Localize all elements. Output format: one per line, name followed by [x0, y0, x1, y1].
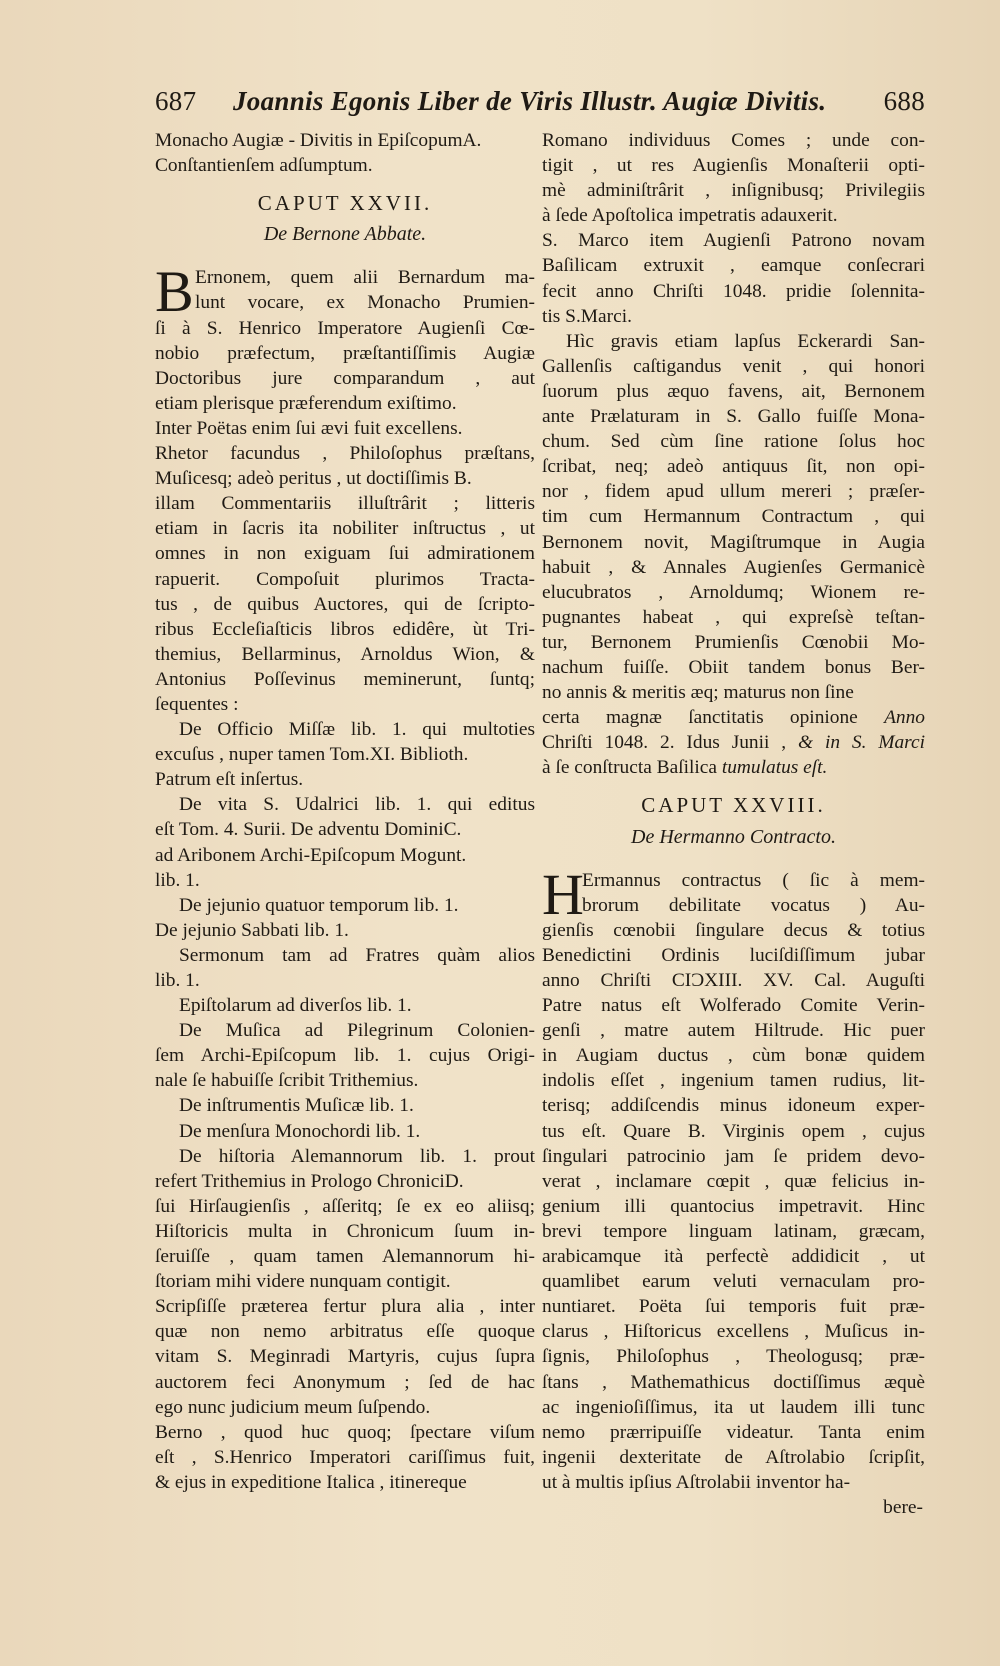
text-line: etiam in ſacris ita nobiliter inſtructus , ut	[155, 518, 535, 540]
text-line: à ſede Apoſtolica impetratis adauxerit.	[542, 205, 838, 227]
text-line: Benedictini Ordinis luciſdiſſimum jubar	[542, 944, 925, 966]
drop-cap-h: H	[542, 861, 584, 927]
text-line: De vita S. Udalrici lib. 1. qui editus	[179, 794, 535, 816]
text-line: Gallenſis caſtigandus venit , qui honori	[542, 355, 925, 377]
text-line: Romano individuus Comes ; unde con-	[542, 130, 925, 151]
text-line: ſi à S. Henrico Imperatore Augienſi Cœ-	[155, 317, 535, 339]
text-line: auctorem feci Anonymum ; ſed de hac	[155, 1371, 535, 1393]
text-span: à ſe conſtructa Baſilica	[542, 757, 722, 779]
text-line: lunt vocare, ex Monacho Prumien-	[195, 292, 535, 314]
text-line: tis S.Marci.	[542, 305, 632, 327]
text-line: illam Commentariis illuſtrârit ; litteris	[155, 493, 535, 515]
text-line: fecit anno Chriſti 1048. pridie ſolennita-	[542, 280, 925, 302]
text-line: lib. 1.	[155, 869, 200, 891]
text-line: ſem Archi-Epiſcopum lib. 1. cujus Origi-	[155, 1045, 535, 1067]
text-line: tigit , ut res Augienſis Monaſterii opti-	[542, 155, 925, 177]
text-line: ſuorum plus æquo favens, ait, Bernonem	[542, 380, 925, 402]
paragraph-start	[542, 861, 925, 927]
italic-span: tumulatus eſt.	[721, 757, 828, 779]
text-span: certa magnæ ſanctitatis opinione	[542, 707, 885, 729]
chapter-subtitle-28: De Hermanno Contracto.	[631, 825, 836, 848]
text-line: eſt , S.Henrico Imperatori cariſſimus fuit,	[155, 1446, 535, 1468]
text-line: arabicamque ità perfectè addidicit , ut	[542, 1246, 925, 1268]
text-line: eſt Tom. 4. Surii. De adventu DominiC.	[155, 819, 462, 841]
catchword: bere-	[883, 1496, 923, 1518]
text-line: ante Prælaturam in S. Gallo fuiſſe Mona-	[542, 406, 925, 428]
text-line: Scripſiſſe præterea fertur plura alia , inter	[155, 1296, 535, 1318]
text-line: Patrum eſt inſertus.	[155, 769, 304, 791]
text-line: ribus Eccleſiaſticis libros edidêre, ùt Tri-	[155, 618, 535, 640]
text-line	[542, 705, 925, 730]
text-line: Rhetor facundus , Philoſophus præſtans,	[155, 443, 535, 465]
text-line: genium illi quantocius impetravit. Hinc	[542, 1195, 925, 1217]
text-line: De Muſica ad Pilegrinum Colonien-	[179, 1020, 535, 1042]
text-line: genſi , matre autem Hiltrude. Hic puer	[542, 1020, 925, 1042]
text-line: Bernonem novit, Magiſtrumque in Augia	[542, 531, 925, 553]
text-line: in Augiam ductus , cùm bonæ quidem	[542, 1045, 925, 1067]
text-line: Hiſtoricis multa in Chronicum ſuum in-	[155, 1220, 535, 1242]
text-line: vitam S. Meginradi Martyris, cujus ſupra	[155, 1346, 535, 1368]
text-line: Inter Poëtas enim ſui ævi fuit excellens.	[155, 417, 463, 439]
text-line: S. Marco item Augienſi Patrono novam	[542, 230, 925, 252]
text-line: elucubratos , Arnoldumq; Wionem re-	[542, 581, 925, 603]
text-line: refert Trithemius in Prologo ChroniciD.	[155, 1170, 464, 1192]
text-line: no annis & meritis æq; maturus non ſine	[542, 682, 854, 704]
text-line: De hiſtoria Alemannorum lib. 1. prout	[179, 1145, 535, 1167]
text-line: ac ingenioſiſſimus, ita ut laudem illi tunc	[542, 1396, 925, 1418]
text-line: quæ non nemo arbitratus eſſe quoque	[155, 1321, 535, 1343]
text-line: themius, Bellarminus, Arnoldus Wion, &	[155, 643, 535, 665]
text-line: quamlibet earum veluti vernaculam pro-	[542, 1271, 925, 1293]
text-line: nor , fidem apud ullum mereri ; præſer-	[542, 481, 925, 503]
text-line: De inſtrumentis Muſicæ lib. 1.	[179, 1095, 414, 1117]
text-line: rapuerit. Compoſuit plurimos Tracta-	[155, 568, 535, 590]
text-line: Conſtantienſem adſumptum.	[155, 155, 373, 177]
chapter-heading-28: CAPUT XXVIII.	[641, 793, 826, 818]
text-line: ſignis, Philoſophus , Theologusq; præ-	[542, 1346, 925, 1368]
text-line: tus eſt. Quare B. Virginis opem , cujus	[542, 1120, 925, 1142]
text-line: ſingulari patrocinio jam ſe pridem devo-	[542, 1145, 925, 1167]
paragraph-start	[155, 259, 535, 325]
text-line	[542, 730, 925, 755]
running-title: Joannis Egonis Liber de Viris Illustr. Augiæ Divitis.	[233, 86, 827, 116]
text-line: De jejunio quatuor temporum lib. 1.	[179, 894, 459, 916]
text-line: clarus , Hiſtoricus excellens , Muſicus in-	[542, 1321, 925, 1343]
text-line: brorum debilitate vocatus ) Au-	[582, 894, 925, 916]
text-line: Hìc gravis etiam lapſus Eckerardi San-	[566, 330, 925, 352]
text-line: nobio præfectum, præſtantiſſimis Augiæ	[155, 342, 535, 364]
text-line: gienſis cœnobii ſingulare decus & totius	[542, 919, 925, 941]
text-line: Patre natus eſt Wolferado Comite Verin-	[542, 995, 925, 1017]
text-line: pugnantes habeat , qui expreſsè teſtan-	[542, 606, 925, 628]
text-line: Muſicesq; adeò peritus , ut doctiſſimis B.	[155, 468, 472, 490]
text-line: nachum fuiſſe. Obiit tandem bonus Ber-	[542, 656, 925, 678]
text-line: ſtans , Mathemathicus doctiſſimus æquè	[542, 1371, 925, 1393]
text-line: De menſura Monochordi lib. 1.	[179, 1120, 421, 1142]
text-line: Ermannus contractus ( ſic à mem-	[582, 869, 925, 891]
chapter-subtitle-27: De Bernone Abbate.	[263, 223, 427, 246]
text-line: Berno , quod huc quoq; ſpectare viſum	[155, 1421, 535, 1443]
text-line: anno Chriſti CIƆXIII. XV. Cal. Auguſti	[542, 970, 925, 991]
text-line: tur, Bernonem Prumienſis Cœnobii Mo-	[542, 631, 925, 653]
text-line: habuit , & Annales Augienſes Germanicè	[542, 556, 925, 578]
right-column	[542, 128, 925, 1520]
text-line: & ejus in expeditione Italica , itinereque	[155, 1471, 467, 1493]
text-line: ut à multis ipſius Aſtrolabii inventor ha-	[542, 1471, 851, 1493]
text-line: ſeruiſſe , quam tamen Alemannorum hi-	[155, 1246, 535, 1268]
right-body-text	[542, 918, 925, 1495]
text-line: ego nunc judicium meum ſuſpendo.	[155, 1396, 431, 1418]
right-top-text	[542, 128, 925, 705]
text-line: Antonius Poſſevinus meminerunt, ſuntq;	[155, 668, 535, 690]
text-line: omnes in non exiguam ſui admirationem	[155, 543, 535, 565]
page-number-left: 687	[155, 86, 197, 116]
italic-span: & in S. Marci	[798, 732, 925, 754]
text-line: Epiſtolarum ad diverſos lib. 1.	[179, 995, 412, 1017]
text-line: chum. Sed cùm ſine ratione ſolus hoc	[542, 431, 925, 453]
text-line: nale ſe habuiſſe ſcribit Trithemius.	[155, 1070, 419, 1092]
text-line: tim cum Hermannum Contractum , qui	[542, 506, 925, 528]
text-line: ſequentes :	[155, 693, 239, 715]
text-line: De Officio Miſſæ lib. 1. qui multoties	[179, 719, 535, 741]
text-line: ingenii dexteritate de Aſtrolabio ſcripſit,	[542, 1446, 925, 1468]
text-span: Chriſti 1048. 2. Idus Junii ,	[542, 732, 798, 754]
text-line: tus , de quibus Auctores, qui de ſcripto-	[155, 593, 535, 615]
text-line: nemo prærripuiſſe videatur. Tanta enim	[542, 1421, 925, 1443]
text-line: verat , inclamare cœpit , quæ felicius in-	[542, 1170, 925, 1192]
text-line: Sermonum tam ad Fratres quàm alios	[179, 944, 535, 966]
text-line: brevi tempore linguam latinam, græcam,	[542, 1220, 925, 1242]
text-line: ad Aribonem Archi-Epiſcopum Mogunt.	[155, 844, 467, 866]
text-line: etiam plerisque præferendum exiſtimo.	[155, 392, 457, 414]
text-line: ſtoriam mihi videre nunquam contigit.	[155, 1271, 451, 1293]
text-line: De jejunio Sabbati lib. 1.	[155, 919, 349, 941]
chapter-heading-27: CAPUT XXVII.	[257, 191, 433, 216]
text-line: Monacho Augiæ - Divitis in EpiſcopumA.	[155, 130, 482, 151]
text-line: nuntiaret. Poëta ſui temporis fuit præ-	[542, 1296, 925, 1318]
text-line: ſui Hirſaugienſis , aſſeritq; ſe ex eo aliisq;	[155, 1195, 535, 1217]
text-line: excuſus , nuper tamen Tom.XI. Biblioth.	[155, 744, 469, 766]
italic-span: Anno	[884, 707, 925, 729]
text-line: Doctoribus jure comparandum , aut	[155, 367, 535, 389]
text-line: Ernonem, quem alii Bernardum ma-	[195, 267, 535, 289]
text-line: mè adminiſtrârit , inſignibusq; Privilegiis	[542, 180, 925, 202]
works-list	[155, 717, 535, 1495]
text-line: ſcribat, neq; adeò antiquus ſit, non opi-	[542, 456, 925, 478]
running-head	[155, 86, 925, 122]
left-body-text	[155, 316, 535, 718]
text-line: indolis eſſet , ingenium tamen rudius, lit-	[542, 1070, 925, 1092]
text-line	[542, 755, 925, 780]
drop-cap-b: B	[155, 259, 194, 325]
left-column	[155, 128, 535, 1495]
text-line: terisq; addiſcendis minus idoneum exper-	[542, 1095, 925, 1117]
text-line: lib. 1.	[155, 970, 200, 991]
text-line: Baſilicam extruxit , eamque conſecrari	[542, 255, 925, 277]
page-number-right: 688	[883, 86, 925, 116]
